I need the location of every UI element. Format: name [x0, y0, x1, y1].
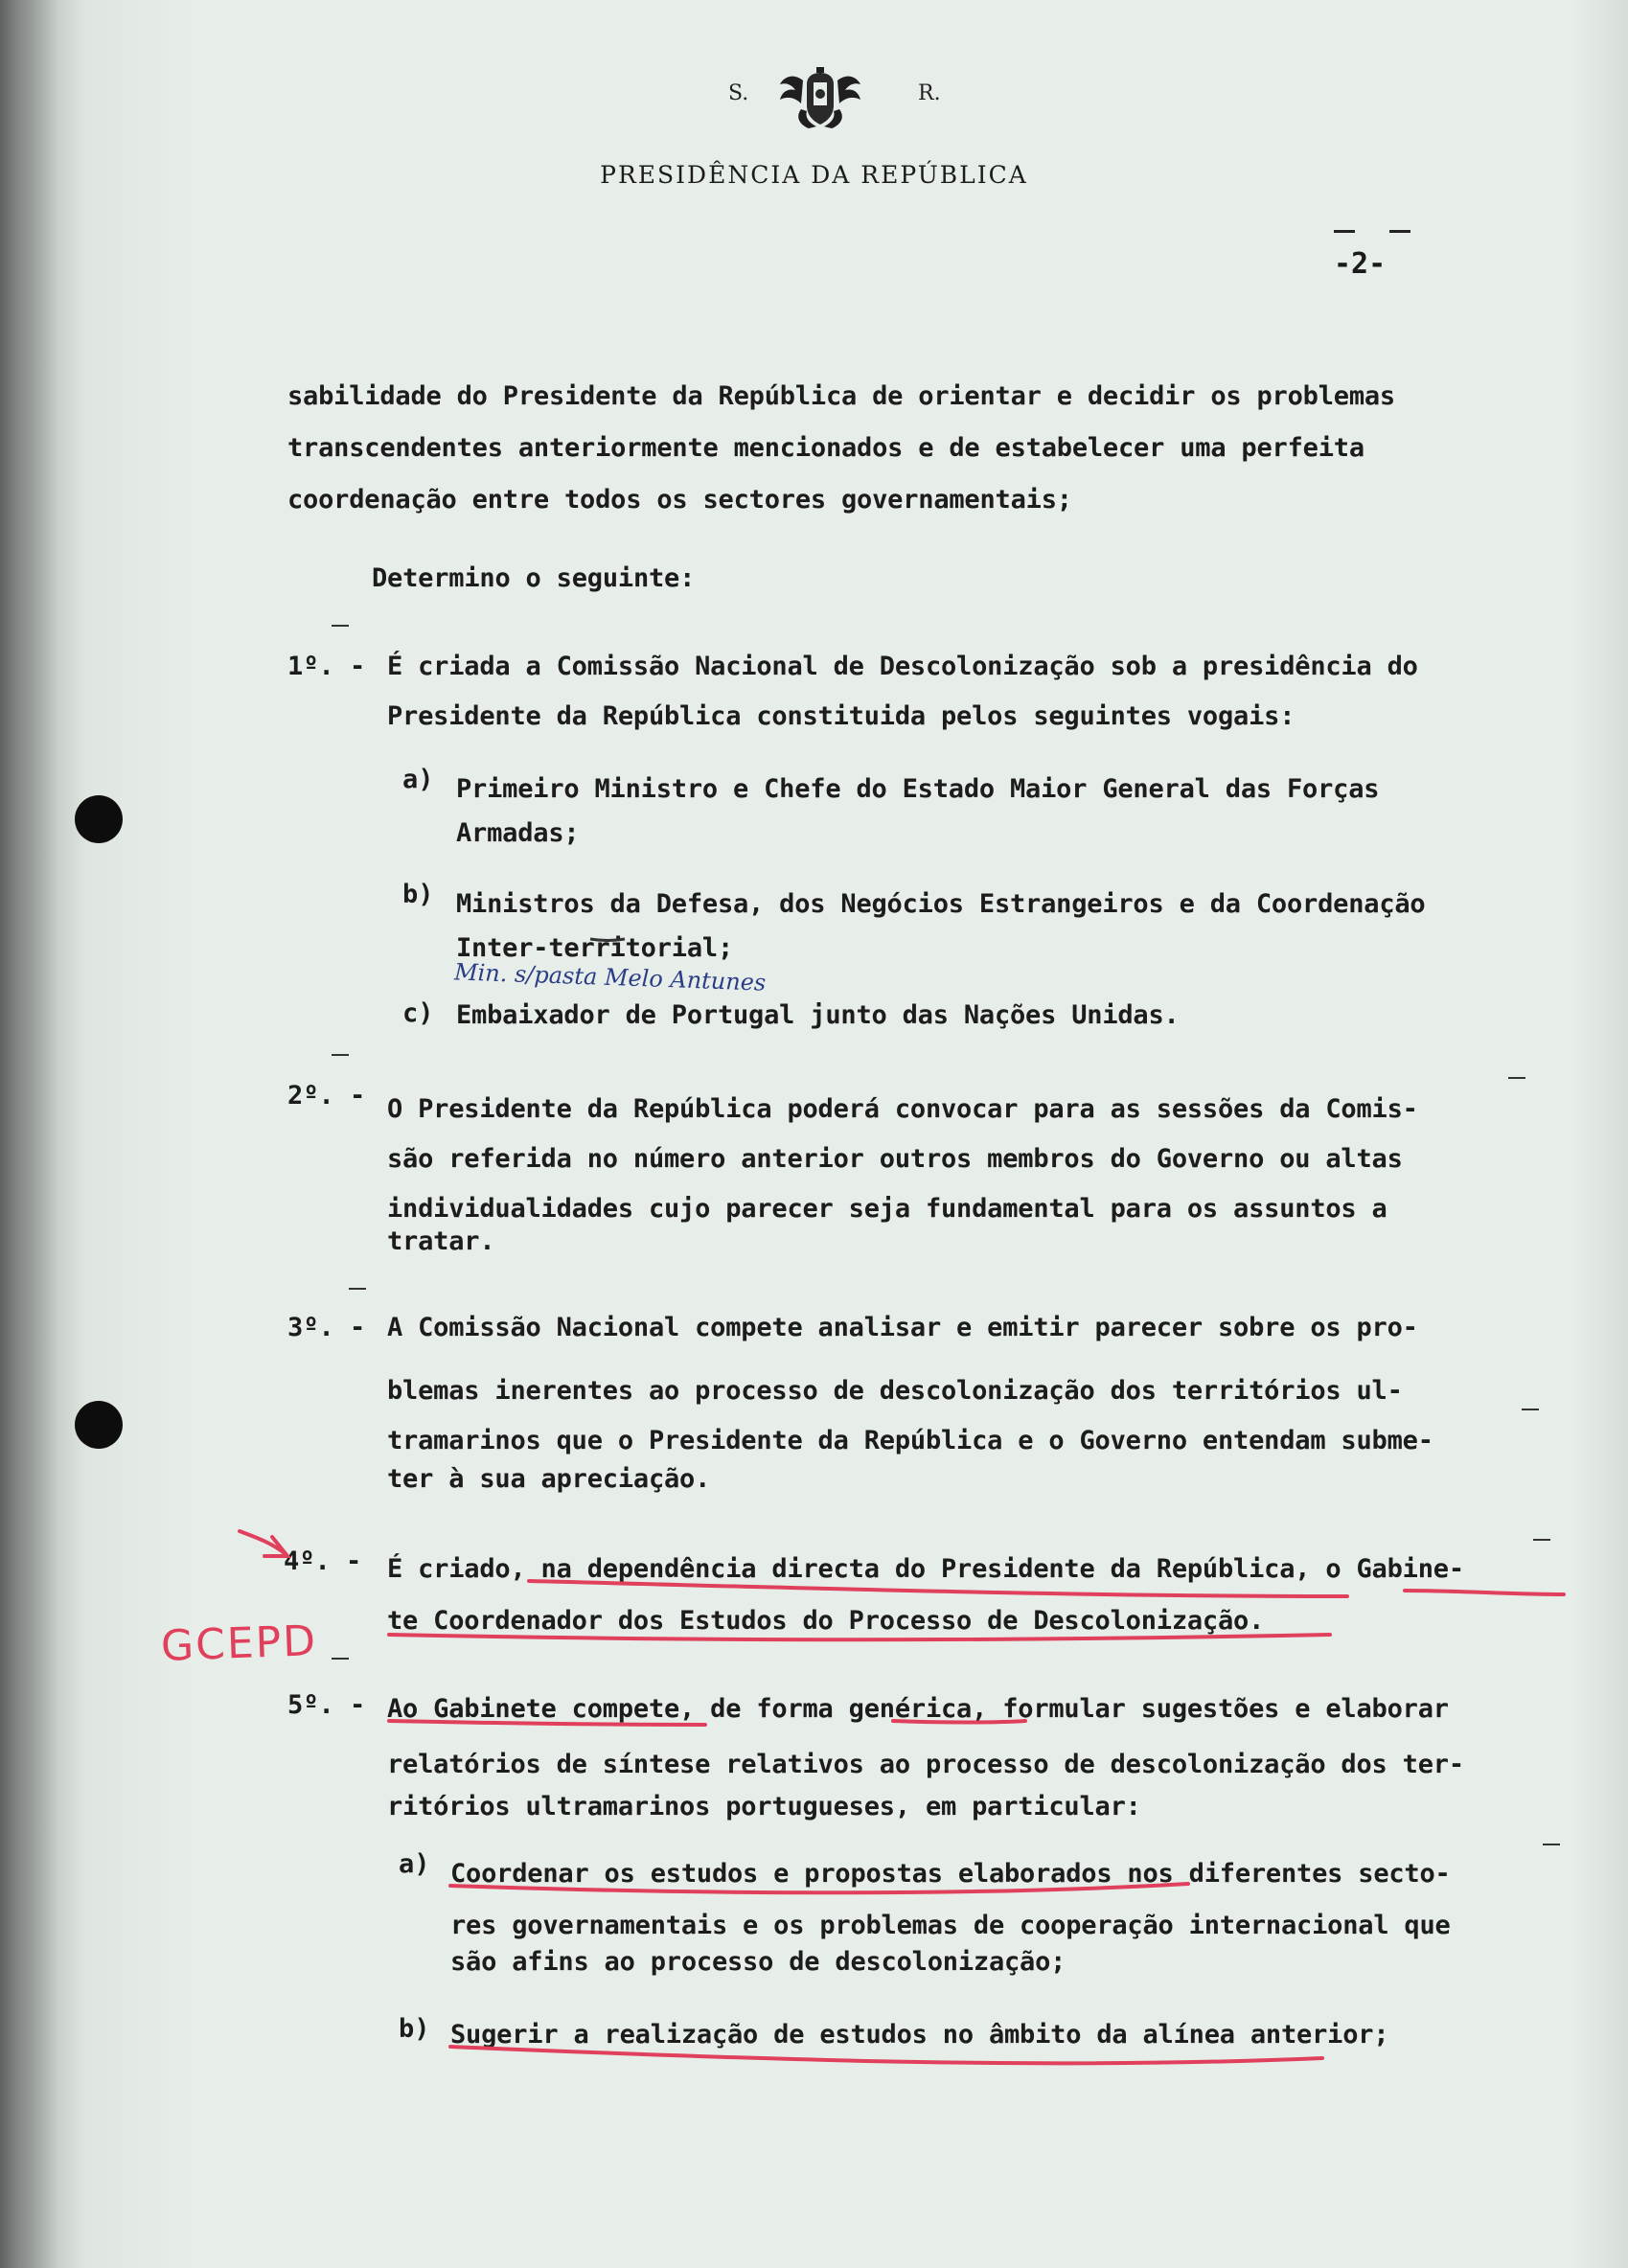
item-text-line: blemas inerentes ao processo de descolonização dos territórios ul- [387, 1376, 1403, 1406]
item-text-line: Ao Gabinete compete, de forma genérica, formular sugestões e elaborar [387, 1694, 1449, 1724]
intro-line: coordenação entre todos os sectores governamentais; [287, 485, 1072, 515]
header-letter-r: R. [918, 81, 941, 105]
item-text-line: são referida no número anterior outros membros do Governo ou altas [387, 1144, 1403, 1174]
sub-text-line: Sugerir a realização de estudos no âmbito da alínea anterior; [450, 2020, 1389, 2050]
item-text-line: relatórios de síntese relativos ao processo de descolonização dos ter- [387, 1750, 1464, 1779]
sub-letter: c) [402, 998, 434, 1028]
item-text-line: ter à sua apreciação. [387, 1464, 711, 1494]
sub-text-line: Primeiro Ministro e Chefe do Estado Maior General das Forças [456, 774, 1380, 804]
item-text-line: te Coordenador dos Estudos do Processo de Descolonização. [387, 1606, 1265, 1636]
intro-line: transcendentes anteriormente mencionados e de estabelecer uma perfeita [287, 433, 1364, 463]
header-letter-s: S. [728, 81, 749, 105]
item-text-line: tratar. [387, 1226, 495, 1256]
red-underline [893, 1721, 1025, 1723]
red-underline [1405, 1591, 1564, 1594]
red-underline [450, 1884, 1188, 1892]
red-underline [389, 1721, 705, 1725]
item-number: 1º. - [287, 652, 366, 681]
handwritten-note: Min. s/pasta Melo Antunes [453, 958, 767, 997]
institution-title: PRESIDÊNCIA DA REPÚBLICA [600, 161, 1028, 189]
item-text-line: É criada a Comissão Nacional de Descolonização sob a presidência do [387, 652, 1418, 681]
item-text-line: tramarinos que o Presidente da República e o Governo entendam subme- [387, 1426, 1433, 1455]
item-text-line: Presidente da República constituida pelos seguintes vogais: [387, 701, 1296, 731]
sub-text-line: Ministros da Defesa, dos Negócios Estrangeiros e da Coordenação [456, 889, 1426, 919]
intro-line: sabilidade do Presidente da República de orientar e decidir os problemas [287, 381, 1395, 411]
red-underline [389, 1635, 1330, 1639]
item-number: 2º. - [287, 1081, 366, 1111]
item-text-line: É criado, na dependência directa do Presidente da República, o Gabine- [387, 1554, 1464, 1584]
sub-text-line: são afins ao processo de descolonização; [450, 1947, 1066, 1977]
sub-letter: a) [399, 1849, 430, 1879]
sub-text-line: Armadas; [456, 818, 580, 848]
sub-text-line: Inter-territorial; [456, 933, 733, 963]
item-text-line: individualidades cujo parecer seja fundamental para os assuntos a [387, 1194, 1387, 1224]
handwritten-acronym: GCEPD [160, 1616, 318, 1671]
sub-text-line: Embaixador de Portugal junto das Nações Unidas. [456, 1000, 1180, 1030]
ink-stroke [590, 939, 625, 941]
red-underline [450, 2047, 1322, 2063]
item-number: 4º. - [284, 1546, 362, 1576]
sub-text-line: Coordenar os estudos e propostas elaborados nos diferentes secto- [450, 1859, 1451, 1889]
sub-letter: a) [402, 765, 434, 794]
item-number: 3º. - [287, 1313, 366, 1342]
item-text-line: O Presidente da República poderá convocar para as sessões da Comis- [387, 1094, 1418, 1124]
item-text-line: A Comissão Nacional compete analisar e emitir parecer sobre os pro- [387, 1313, 1418, 1342]
red-underline [529, 1581, 1347, 1596]
page-number: -2- [1334, 247, 1387, 281]
sub-text-line: res governamentais e os problemas de cooperação internacional que [450, 1911, 1451, 1940]
determino-line: Determino o seguinte: [372, 563, 696, 593]
sub-letter: b) [399, 2014, 430, 2044]
item-number: 5º. - [287, 1690, 366, 1720]
sub-letter: b) [402, 880, 434, 909]
item-text-line: ritórios ultramarinos portugueses, em particular: [387, 1792, 1141, 1821]
